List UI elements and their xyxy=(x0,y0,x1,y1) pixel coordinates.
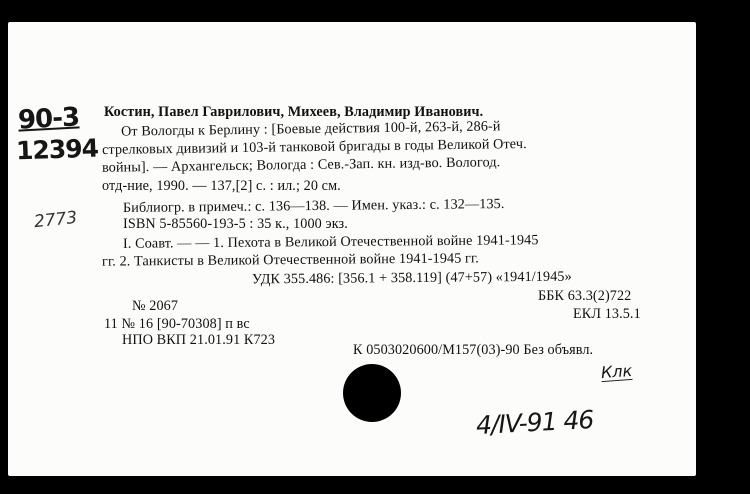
udc-line: УДК 355.486: [356.1 + 358.119] (47+57) «1941/1945» xyxy=(251,268,572,288)
npo-line: НПО ВКП 21.01.91 К723 xyxy=(122,332,276,348)
title-line: От Вологды к Берлину : [Боевые действия 100-й, 263-й, 286-й xyxy=(120,118,501,140)
handwritten-date: 4/IV-91 46 xyxy=(475,404,594,441)
subjects-line-2: гг. 2. Танкисты в Великой Отечественной войне 1941-1945 гг. xyxy=(101,250,479,270)
subjects-line-1: I. Соавт. — — 1. Пехота в Великой Отечественной войне 1941-1945 xyxy=(122,232,539,252)
punch-hole xyxy=(343,364,401,422)
description-line-3: войны]. — Архангельск; Вологда : Сев.-Зап. кн. изд-во. Вологод. xyxy=(101,154,501,176)
catalog-code: К 0503020600/М157(03)-90 Без объявл. xyxy=(353,342,594,358)
description-line-4: отд-ние, 1990. — 137,[2] с. : ил.; 20 см. xyxy=(102,178,341,194)
order-number: № 2067 xyxy=(132,298,179,314)
author-heading: Костин, Павел Гаврилович, Михеев, Владимир Иванович. xyxy=(104,104,484,120)
bibliography-note: Библиогр. в примеч.: с. 136—138. — Имен. указ.: с. 132—135. xyxy=(122,196,505,216)
description-line-2: стрелковых дивизий и 103-й танковой бригады в годы Великой Отеч. xyxy=(101,136,527,158)
call-number-top: 90-3 xyxy=(17,102,80,136)
scan-border xyxy=(696,0,750,494)
ekl-code: ЕКЛ 13.5.1 xyxy=(573,306,641,322)
margin-note: 2773 xyxy=(33,207,79,233)
isbn-line: ISBN 5-85560-193-5 : 35 к., 1000 экз. xyxy=(123,216,348,232)
catalog-card xyxy=(8,22,696,476)
order-line: 11 № 16 [90-70308] п вс xyxy=(104,316,250,332)
call-number-bottom: 12394 xyxy=(15,133,99,166)
bbk-line: ББК 63.3(2)722 xyxy=(538,288,632,304)
initials-mark: Клк xyxy=(600,360,633,383)
